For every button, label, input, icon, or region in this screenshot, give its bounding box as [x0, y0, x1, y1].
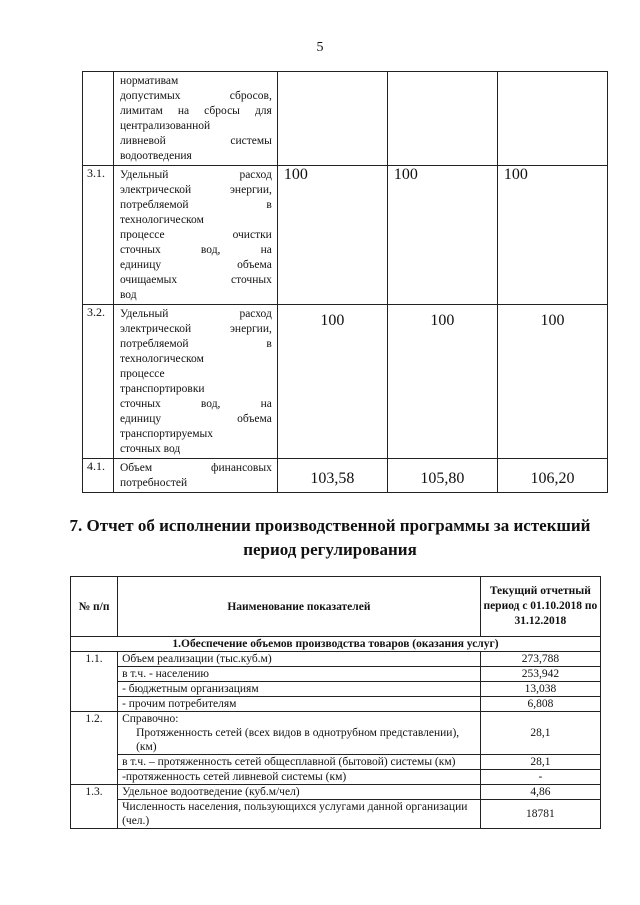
table-row — [71, 755, 601, 770]
table-row — [71, 712, 601, 755]
name-line: Объем финансовых — [119, 462, 272, 474]
value-cell: 28,1 — [480, 712, 600, 755]
indicator-name-head: Справочно: — [122, 713, 179, 725]
table-row — [71, 800, 601, 829]
indicator-name: Численность населения, пользующихся услугами данной организации (чел.) — [118, 800, 481, 829]
value-cell: 103,58 — [277, 459, 387, 493]
name-line: водоотведения — [119, 150, 192, 162]
name-line: электрической энергии, — [119, 184, 272, 196]
indicator-name-body: Протяженность сетей (всех видов в однотрубном представлении), (км) — [136, 727, 460, 753]
name-line: сточных вод — [119, 443, 181, 455]
value-cell: 106,20 — [497, 459, 607, 493]
value-cell: 100 — [387, 166, 497, 305]
name-line: лимитам на сбросы для — [119, 105, 272, 117]
name-line: технологическом — [119, 353, 204, 365]
name-line: потребляемой в — [119, 199, 272, 211]
value-cell: 28,1 — [480, 755, 600, 770]
value-cell: 13,038 — [480, 682, 600, 697]
column-header-number: № п/п — [71, 577, 118, 637]
column-header-name: Наименование показателей — [118, 577, 481, 637]
row-number: 3.1. — [83, 166, 114, 305]
value-cell: 253,942 — [480, 667, 600, 682]
section-heading: 1.Обеспечение объемов производства товаров (оказания услуг) — [71, 637, 601, 652]
value-cell: 18781 — [480, 800, 600, 829]
table-row — [71, 667, 601, 682]
indicator-name — [113, 305, 277, 459]
name-line: технологическом — [119, 214, 204, 226]
name-line: единицу объема — [119, 259, 272, 271]
name-line: процессе очистки — [119, 229, 272, 241]
name-line: транспортировки — [119, 383, 205, 395]
value-cell: 273,788 — [480, 652, 600, 667]
name-line: потребностей — [119, 477, 188, 489]
table-row — [71, 785, 601, 800]
value-cell: 100 — [497, 166, 607, 305]
name-line: Удельный расход — [119, 169, 272, 181]
row-number: 1.2. — [71, 712, 118, 785]
value-cell: 100 — [497, 305, 607, 459]
table-row — [71, 652, 601, 667]
value-cell: 4,86 — [480, 785, 600, 800]
name-line: ливневой системы — [119, 135, 272, 147]
name-line: единицу объема — [119, 413, 272, 425]
value-cell: 100 — [277, 166, 387, 305]
table-row — [71, 682, 601, 697]
table-header-row — [71, 577, 601, 637]
production-program-report-table — [70, 576, 601, 829]
name-line: электрической энергии, — [119, 323, 272, 335]
indicator-name: Удельное водоотведение (куб.м/чел) — [118, 785, 481, 800]
indicator-name: - прочим потребителям — [118, 697, 481, 712]
table-row — [83, 305, 608, 459]
row-number: 4.1. — [83, 459, 114, 493]
page-number: 5 — [316, 40, 324, 55]
name-line: потребляемой в — [119, 338, 272, 350]
indicator-name: - бюджетным организациям — [118, 682, 481, 697]
indicator-name: в т.ч. - населению — [118, 667, 481, 682]
section-row — [71, 637, 601, 652]
value-cell: 100 — [277, 305, 387, 459]
value-cell: 6,808 — [480, 697, 600, 712]
name-line: нормативам — [119, 75, 179, 87]
name-line: Удельный расход — [119, 308, 272, 320]
row-number: 1.1. — [71, 652, 118, 712]
table-row — [83, 72, 608, 166]
column-header-period: Текущий отчетный период с 01.10.2018 по 31.12.2018 — [480, 577, 600, 637]
indicator-name — [118, 712, 481, 755]
table-row — [83, 166, 608, 305]
indicator-name: -протяженность сетей ливневой системы (км) — [118, 770, 481, 785]
name-line: очищаемых сточных — [119, 274, 272, 286]
name-line: сточных вод, на — [119, 398, 272, 410]
table-row — [83, 459, 608, 493]
value-cell: 100 — [387, 305, 497, 459]
name-line: вод — [119, 289, 137, 301]
value-cell: - — [480, 770, 600, 785]
indicator-name-continued — [113, 72, 277, 166]
indicator-name — [113, 166, 277, 305]
name-line: допустимых сбросов, — [119, 90, 272, 102]
value-cell: 105,80 — [387, 459, 497, 493]
row-number: 3.2. — [83, 305, 114, 459]
row-number: 1.3. — [71, 785, 118, 829]
indicators-table-continued — [82, 71, 608, 493]
name-line: сточных вод, на — [119, 244, 272, 256]
section-title: 7. Отчет об исполнении производственной программы за истекший период регулирования — [69, 516, 591, 559]
name-line: централизованной — [119, 120, 211, 132]
indicator-name — [113, 459, 277, 493]
indicator-name: в т.ч. – протяженность сетей общесплавной (бытовой) системы (км) — [118, 755, 481, 770]
name-line: транспортируемых — [119, 428, 213, 440]
name-line: процессе — [119, 368, 165, 380]
indicator-name: Объем реализации (тыс.куб.м) — [118, 652, 481, 667]
table-row — [71, 697, 601, 712]
table-row — [71, 770, 601, 785]
